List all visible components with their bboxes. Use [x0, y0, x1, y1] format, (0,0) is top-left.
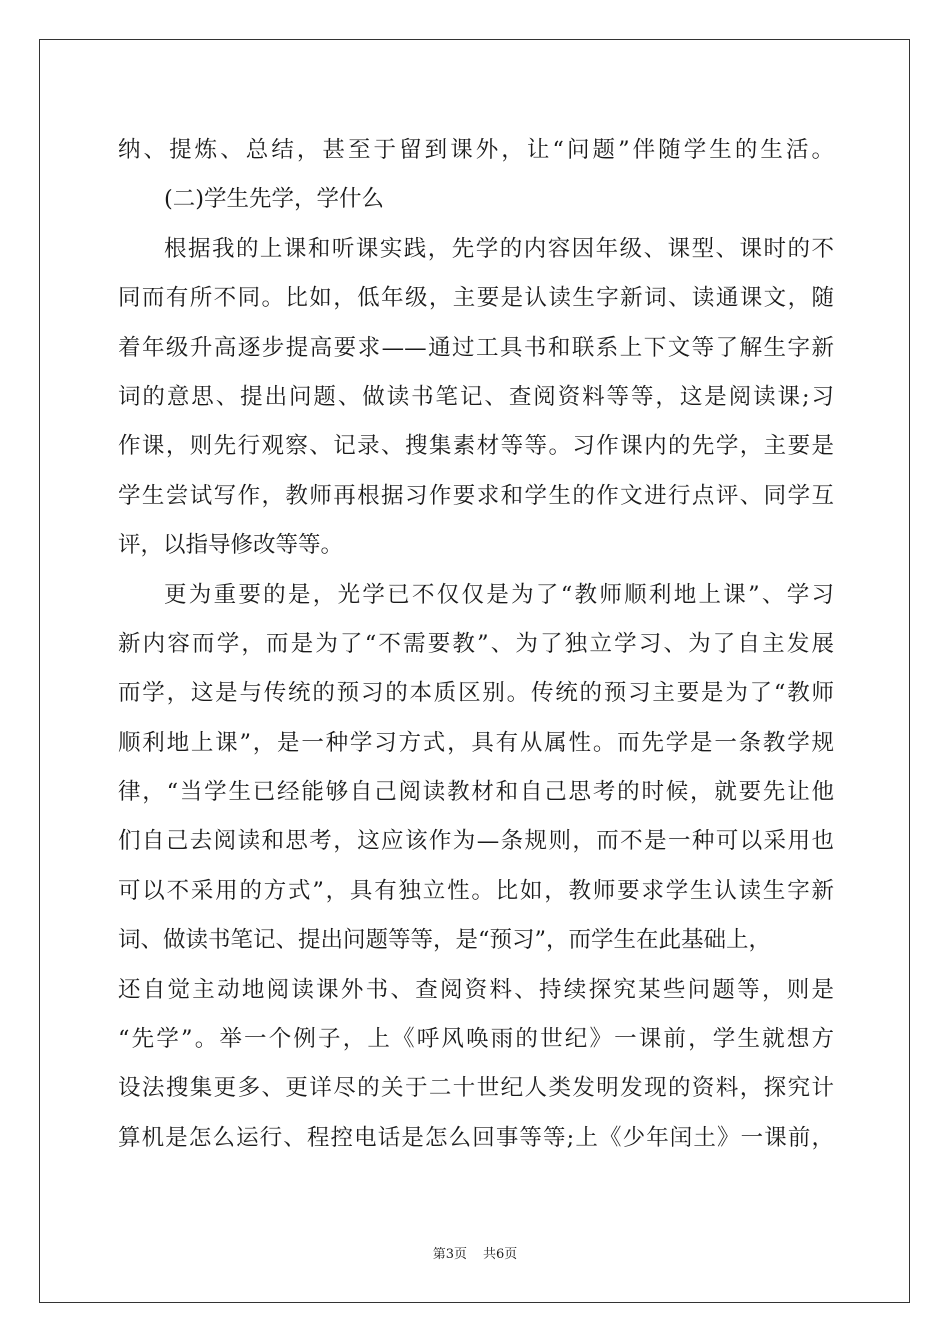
text-line: 同而有所不同。比如，低年级，主要是认读生字新词、读通课文，随 — [118, 285, 834, 312]
text-line: 评，以指导修改等等。 — [118, 532, 344, 559]
text-line: 们自己去阅读和思考，这应该作为—条规则，而不是一种可以采用也 — [118, 828, 834, 855]
text-line: 根据我的上课和听课实践，先学的内容因年级、课型、课时的不 — [164, 235, 834, 262]
text-line: 纳、提炼、总结，甚至于留到课外，让“问题”伴随学生的生活。 — [118, 137, 834, 163]
text-line: 作课，则先行观察、记录、搜集素材等等。习作课内的先学，主要是 — [118, 433, 834, 460]
text-line: 着年级升高逐步提高要求——通过工具书和联系上下文等了解生字新 — [118, 334, 834, 361]
text-line: 而学，这是与传统的预习的本质区别。传统的预习主要是为了“教师 — [118, 680, 834, 707]
text-line: 设法搜集更多、更详尽的关于二十世纪人类发明发现的资料，探究计 — [118, 1075, 834, 1102]
page-footer — [0, 1246, 950, 1264]
text-line: 律，“当学生已经能够自己阅读教材和自己思考的时候，就要先让他 — [118, 779, 834, 806]
page-total: 共6页 — [483, 1247, 518, 1262]
text-line: 还自觉主动地阅读课外书、查阅资料、持续探究某些问题等，则是 — [118, 976, 834, 1003]
text-line: 词的意思、提出问题、做读书笔记、查阅资料等等，这是阅读课;习 — [118, 383, 834, 410]
text-line: 更为重要的是，光学已不仅仅是为了“教师顺利地上课”、学习 — [164, 581, 834, 608]
text-line: 词、做读书笔记、提出问题等等，是“预习”，而学生在此基础上， — [118, 927, 772, 954]
text-line: 新内容而学，而是为了“不需要教”、为了独立学习、为了自主发展 — [118, 630, 834, 657]
document-body — [118, 126, 834, 1163]
text-line: 顺利地上课”，是一种学习方式，具有从属性。而先学是一条教学规 — [118, 729, 834, 756]
page-number: 第3页 — [432, 1247, 467, 1262]
text-line: “先学”。举一个例子，上《呼风唤雨的世纪》一课前，学生就想方 — [118, 1026, 834, 1053]
text-line: 可以不采用的方式”，具有独立性。比如，教师要求学生认读生字新 — [118, 877, 834, 904]
text-line: 算机是怎么运行、程控电话是怎么回事等等;上《少年闰土》一课前， — [118, 1124, 834, 1151]
section-heading: (二)学生先学，学什么 — [164, 186, 385, 213]
text-line: 学生尝试写作，教师再根据习作要求和学生的作文进行点评、同学互 — [118, 482, 834, 509]
